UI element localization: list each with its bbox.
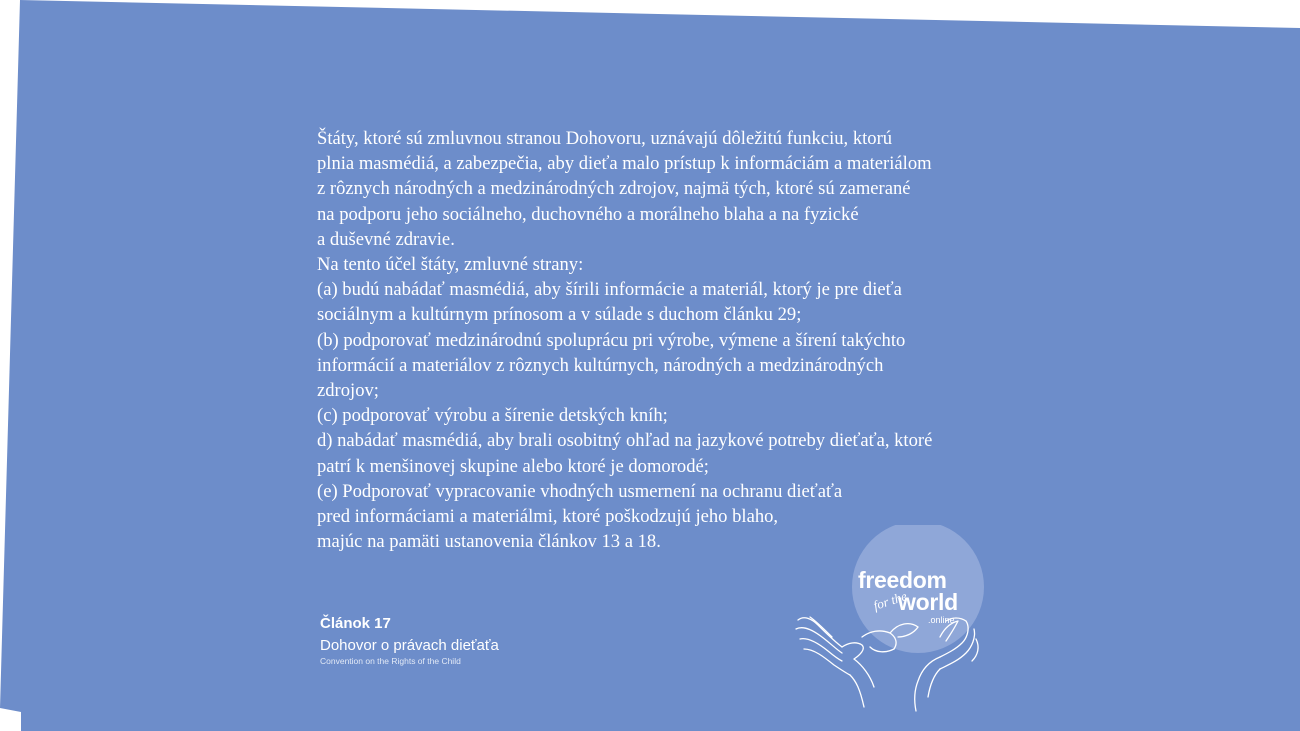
text-line: d) nabádať masmédiá, aby brali osobitný ohľad na jazykové potreby dieťaťa, ktoré [317, 430, 933, 452]
logo-word-online: .online [928, 615, 955, 625]
logo-word-for-the: for the [871, 588, 909, 613]
logo-word-world: world [898, 589, 958, 615]
convention-name: Dohovor o právach dieťaťa [320, 637, 499, 654]
article-text [317, 126, 1037, 554]
text-line: sociálnym a kultúrnym prínosom a v súlade s duchom článku 29; [317, 304, 802, 326]
text-line: (c) podporovať výrobu a šírenie detských kníh; [317, 405, 668, 427]
logo-word-freedom: freedom [858, 567, 947, 593]
text-line: patrí k menšinovej skupine alebo ktoré je domorodé; [317, 455, 709, 477]
article-number: Článok 17 [320, 615, 391, 632]
convention-name-english: Convention on the Rights of the Child [320, 656, 461, 666]
text-line: pred informáciami a materiálmi, ktoré poškodzujú jeho blaho, [317, 506, 779, 528]
text-line: Štáty, ktoré sú zmluvnou stranou Dohovoru, uznávajú dôležitú funkciu, ktorú [317, 128, 893, 149]
text-line: zdrojov; [317, 380, 379, 402]
text-line: (a) budú nabádať masmédiá, aby šírili informácie a materiál, ktorý je pre dieťa [317, 279, 902, 301]
freedom-for-the-world-logo [790, 525, 990, 715]
text-line: plnia masmédiá, a zabezpečia, aby dieťa malo prístup k informáciám a materiálom [317, 153, 932, 175]
text-line: informácií a materiálov z rôznych kultúrnych, národných a medzinárodných [317, 354, 884, 376]
hands-releasing-dove-icon [790, 525, 990, 715]
text-line: majúc na pamäti ustanovenia článkov 13 a 18. [317, 531, 661, 553]
text-line: na podporu jeho sociálneho, duchovného a morálneho blaha a na fyzické [317, 203, 859, 225]
text-line: (e) Podporovať vypracovanie vhodných usmernení na ochranu dieťaťa [317, 480, 843, 502]
text-line: Na tento účel štáty, zmluvné strany: [317, 254, 584, 276]
text-line: a duševné zdravie. [317, 228, 455, 250]
article-caption [320, 615, 499, 667]
text-line: z rôznych národných a medzinárodných zdrojov, najmä tých, ktoré sú zamerané [317, 178, 911, 200]
text-line: (b) podporovať medzinárodnú spoluprácu pri výrobe, výmene a šírení takýchto [317, 329, 906, 351]
